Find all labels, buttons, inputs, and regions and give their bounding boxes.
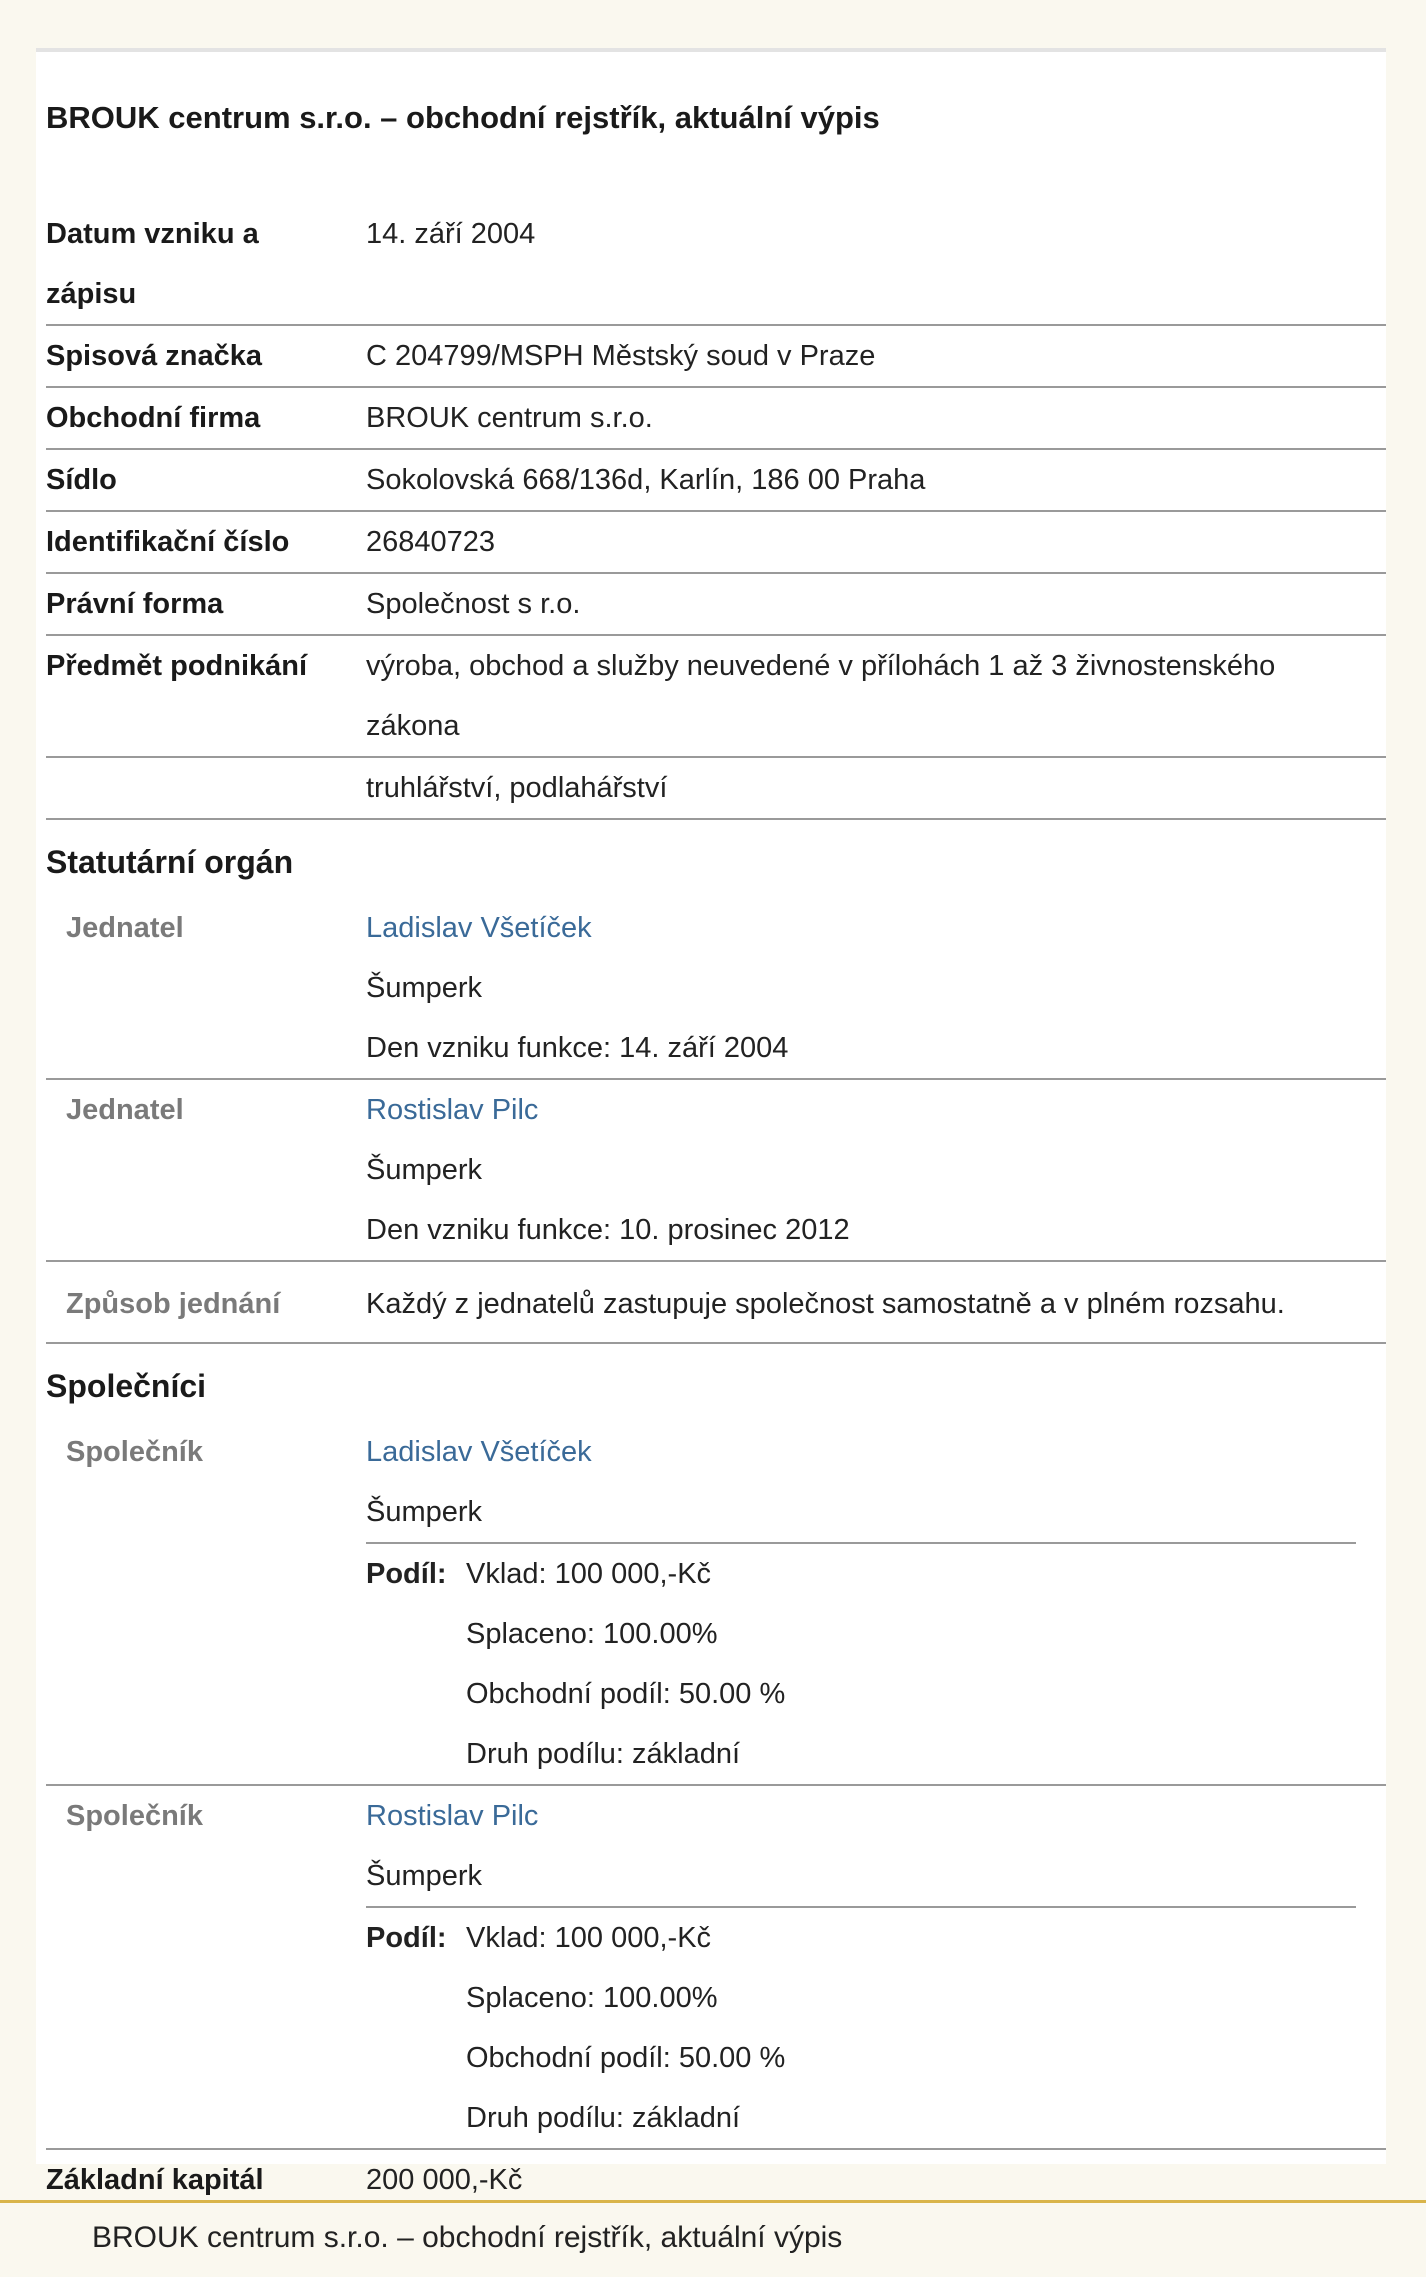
member-details: [366, 898, 1366, 1078]
row-label: Předmět podnikání: [46, 650, 308, 682]
row-label: Identifikační číslo: [46, 526, 290, 558]
share-paid: Splaceno: 100.00%: [466, 1618, 718, 1650]
row-label: [46, 204, 259, 324]
page-footer: [0, 2200, 1426, 2277]
share-deposit: Vklad: 100 000,-Kč: [466, 1922, 712, 1954]
row-value: truhlářství, podlahářství: [366, 772, 668, 804]
partner-city: Šumperk: [366, 1496, 483, 1528]
share-type: Druh podílu: základní: [466, 2102, 741, 2134]
row-label-line: Datum vzniku a: [46, 218, 259, 250]
registry-card: [36, 48, 1386, 2196]
row-value: Společnost s r.o.: [366, 588, 581, 620]
member-details: [366, 1080, 1366, 1260]
partner-details: [366, 1786, 1366, 1906]
partner-name-link[interactable]: Ladislav Všetíček: [366, 1436, 592, 1468]
member-role: Jednatel: [66, 1094, 184, 1126]
partner-member: [46, 1422, 1386, 1786]
row-value-line: zákona: [366, 710, 460, 742]
partner-name-link[interactable]: Rostislav Pilc: [366, 1800, 539, 1832]
conduct-value: Každý z jednatelů zastupuje společnost samostatně a v plném rozsahu.: [366, 1288, 1285, 1320]
row-value: BROUK centrum s.r.o.: [366, 402, 653, 434]
share-percent: Obchodní podíl: 50.00 %: [466, 1678, 786, 1710]
share-percent: Obchodní podíl: 50.00 %: [466, 2042, 786, 2074]
share-details: [466, 1908, 785, 2148]
row-value: C 204799/MSPH Městský soud v Praze: [366, 340, 876, 372]
row-business-activity-2: [46, 758, 1386, 820]
partner-city: Šumperk: [366, 1860, 483, 1892]
member-city: Šumperk: [366, 1154, 483, 1186]
statutory-member: [46, 1080, 1386, 1262]
partner-member: [46, 1786, 1386, 2150]
share-label: Podíl:: [366, 1558, 447, 1590]
row-label: Základní kapitál: [46, 2164, 264, 2196]
share-label: Podíl:: [366, 1922, 447, 1954]
partner-role: Společník: [66, 1436, 203, 1468]
row-id-number: [46, 512, 1386, 574]
row-conduct: [46, 1262, 1386, 1344]
partner-role: Společník: [66, 1800, 203, 1832]
conduct-label: Způsob jednání: [66, 1288, 281, 1320]
statutory-member: [46, 898, 1386, 1080]
row-legal-form: [46, 574, 1386, 636]
member-city: Šumperk: [366, 972, 483, 1004]
share-details: [466, 1544, 785, 1784]
member-name-link[interactable]: Rostislav Pilc: [366, 1094, 539, 1126]
row-value: [366, 636, 1366, 756]
page-title: BROUK centrum s.r.o. – obchodní rejstřík, aktuální výpis: [46, 100, 880, 135]
row-label: Obchodní firma: [46, 402, 261, 434]
row-value: 200 000,-Kč: [366, 2164, 523, 2196]
row-business-activity: [46, 636, 1386, 758]
footer-text: BROUK centrum s.r.o. – obchodní rejstřík, aktuální výpis: [92, 2221, 843, 2254]
share-paid: Splaceno: 100.00%: [466, 1982, 718, 2014]
member-role: Jednatel: [66, 912, 184, 944]
row-value: 26840723: [366, 526, 496, 558]
row-label: Právní forma: [46, 588, 224, 620]
share-type: Druh podílu: základní: [466, 1738, 741, 1770]
row-value-line: výroba, obchod a služby neuvedené v přílohách 1 až 3 živnostenského: [366, 650, 1276, 682]
member-name-link[interactable]: Ladislav Všetíček: [366, 912, 592, 944]
member-since: Den vzniku funkce: 14. září 2004: [366, 1032, 789, 1064]
row-seat: [46, 450, 1386, 512]
section-heading-statutory: Statutární orgán: [46, 844, 294, 880]
share-deposit: Vklad: 100 000,-Kč: [466, 1558, 712, 1590]
section-heading-partners: Společníci: [46, 1368, 207, 1404]
row-company-name: [46, 388, 1386, 450]
partner-details: [366, 1422, 1366, 1542]
row-date-of-incorporation: [46, 204, 1386, 326]
row-label-line: zápisu: [46, 278, 137, 310]
row-value: Sokolovská 668/136d, Karlín, 186 00 Praha: [366, 464, 926, 496]
row-file-number: [46, 326, 1386, 388]
row-label: Sídlo: [46, 464, 117, 496]
row-value: 14. září 2004: [366, 218, 536, 250]
row-label: Spisová značka: [46, 340, 262, 372]
member-since: Den vzniku funkce: 10. prosinec 2012: [366, 1214, 850, 1246]
